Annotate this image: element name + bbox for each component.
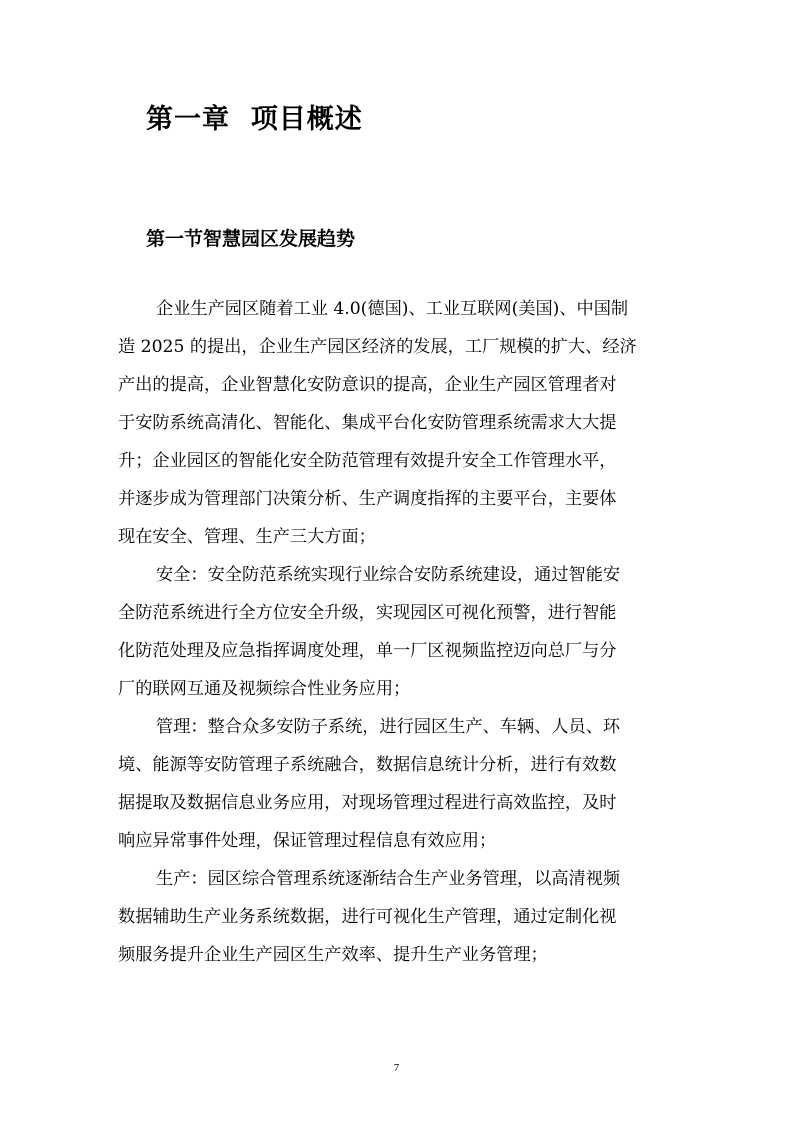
text-line: 管理：整合众多安防子系统，进行园区生产、车辆、人员、环 (156, 717, 621, 737)
text-line: 境、能源等安防管理子系统融合，数据信息统计分析，进行有效数 (118, 755, 617, 775)
text-line: 据提取及数据信息业务应用，对现场管理过程进行高效监控，及时 (118, 793, 617, 813)
text-line: 化防范处理及应急指挥调度处理，单一厂区视频监控迈向总厂与分 (118, 641, 617, 661)
text-line: 升；企业园区的智能化安全防范管理有效提升安全工作管理水平， (118, 451, 617, 471)
text-line: 产出的提高，企业智慧化安防意识的提高，企业生产园区管理者对 (118, 375, 617, 395)
text-line: 安全：安全防范系统实现行业综合安防系统建设，通过智能安 (156, 565, 621, 585)
text-line: 生产：园区综合管理系统逐渐结合生产业务管理，以高清视频 (156, 869, 621, 889)
text-line: 造 2025 的提出，企业生产园区经济的发展，工厂规模的扩大、经济 (118, 337, 637, 357)
text-line: 并逐步成为管理部门决策分析、生产调度指挥的主要平台，主要体 (118, 489, 617, 509)
section-title: 第一节智慧园区发展趋势 (146, 228, 356, 250)
chapter-title: 第一章 项目概述 (146, 104, 363, 135)
text-line: 响应异常事件处理，保证管理过程信息有效应用； (118, 831, 497, 851)
text-line: 数据辅助生产业务系统数据，进行可视化生产管理，通过定制化视 (118, 907, 617, 927)
body-text (118, 290, 688, 974)
text-line: 于安防系统高清化、智能化、集成平台化安防管理系统需求大大提 (118, 413, 617, 433)
text-line: 全防范系统进行全方位安全升级，实现园区可视化预警，进行智能 (118, 603, 617, 623)
text-line: 企业生产园区随着工业 4.0(德国)、工业互联网(美国)、中国制 (156, 299, 629, 319)
text-line: 现在安全、管理、生产三大方面； (118, 527, 376, 547)
text-line: 厂的联网互通及视频综合性业务应用； (118, 679, 411, 699)
page-number: 7 (393, 1062, 400, 1074)
text-line: 频服务提升企业生产园区生产效率、提升生产业务管理； (118, 945, 548, 965)
